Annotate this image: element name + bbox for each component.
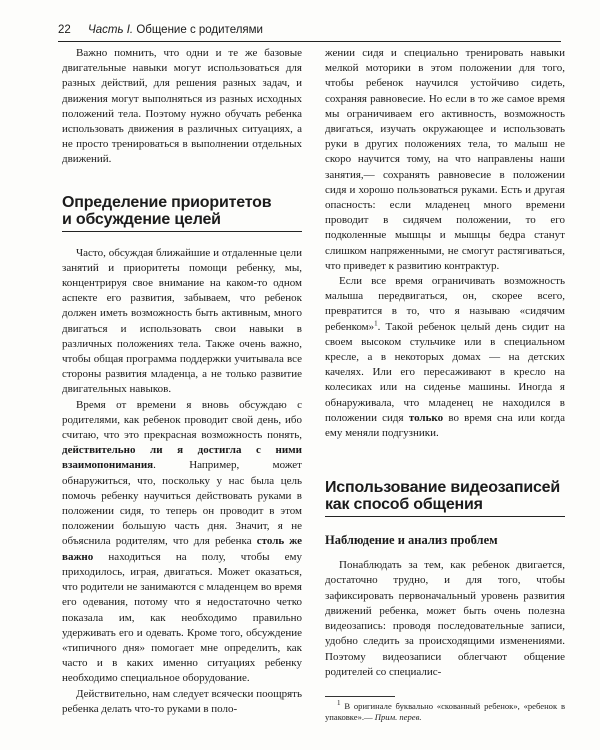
heading-line: как способ общения: [325, 496, 483, 514]
text-run: . Например, может обнаружиться, что, поскольку у нас была цель помочь ребенку научиться действовать руками в положении сидя, то теперь он проводит в этом положении большую часть дня. Значит, я не объяснила родителям, что для ребенка: [62, 459, 302, 548]
body-paragraph: жении сидя и специально тренировать навыки мелкой моторики в этом положении для того, чтобы ребенок научился устойчиво сидеть, сохраняя равновесие. Но если в то же самое время мы ограничиваем его активность, возможность двигаться, изучать окружающее и использовать руки в других положениях тела, то малыш не скоро научится тому, на что направлены наши занятия,— сохранять равновесие в положении сидя и хорошо пользоваться руками. Есть и другая опасность: если младенец много времени проводит в сидячем положении, то его подколенные мышцы и мышцы бедра станут слишком напряженными, не смогут растягиваться, что приведет к развитию контрактур.: [325, 47, 565, 272]
translator-note: Прим. перев.: [374, 712, 422, 723]
right-column: [325, 46, 565, 724]
heading-line: Определение приоритетов: [62, 193, 272, 211]
footnote-number: 1: [337, 699, 341, 708]
emphasis: действительно ли я достигла с ними взаимопонимания: [62, 444, 302, 472]
section-heading-video: [325, 479, 565, 517]
page-number: 22: [58, 24, 71, 36]
body-paragraph: [325, 274, 565, 441]
emphasis: столь же важно: [62, 535, 303, 563]
footnote-text: В оригинале буквально «скованный ребенок», «ребенок в упаковке».—: [325, 700, 565, 723]
text-run: Если все время ограничивать возможность малыша передвигаться, он, скорее всего, превратится в то, что я называю «сидячим ребенком»: [325, 275, 565, 333]
section-heading-priorities: [62, 194, 302, 232]
part-title: Общение с родителями: [136, 24, 263, 36]
text-run: . Такой ребенок целый день сидит на своем высоком стульчике или в специальном кресле, а в некоторых домах — на детских качелях. Или его пересаживают в кресло на колесиках или на сиденье машины. Иногда я обнаруживала, что младенец не находился в положении сидя: [325, 320, 565, 424]
intro-paragraph: Важно помнить, что одни и те же базовые двигательные навыки могут использоваться для разных действий, для решения разных задач, и движения могут выполняться из разных исходных положений тела. Поэтому нужно обучать ребенка использовать движения в различных ситуациях, а не просто тренироваться в выполнении отдельных движений.: [62, 47, 302, 166]
running-header: [58, 20, 563, 40]
text-run: находиться на полу, чтобы ему приходилось, играя, двигаться. Может оказаться, что родители не занимаются с младенцем во время его одевания, потому что я недостаточно четко показала им, как необходимо правильно удерживать его и одевать. Кроме того, обсуждение «типичного дня» помогает мне определить, как часто и в каких именно ситуациях ребенку необходимо специальное оборудование.: [62, 550, 302, 685]
footnote-rule: [325, 696, 395, 697]
heading-line: Использование видеозаписей: [325, 479, 560, 497]
subheading: Наблюдение и анализ проблем: [325, 533, 498, 548]
header-rule: [58, 41, 561, 42]
body-paragraph: Часто, обсуждая ближайшие и отдаленные цели занятий и приоритеты помощи ребенку, мы, концентрируя свое внимание на каком-то одном аспекте его развития, забываем, что ребенок должен иметь возможность быть активным, много двигаться и использовать свои навыки в различных положениях тела. Также очень важно, чтобы общая программа поддержки учитывала все стороны развития младенца, а не только развитие двигательных навыков.: [62, 246, 302, 396]
footnote-ref: 1: [374, 319, 378, 327]
body-paragraph: Понаблюдать за тем, как ребенок двигается, достаточно трудно, и для того, чтобы зафиксировать первоначальный уровень развития движений ребенка, может быть очень полезна видеозапись: проводя последовательные записи, удобно следить за происходящими изменениями. Поэтому видеозаписи облегчают общение родителей со специалис-: [325, 559, 565, 678]
heading-line: и обсуждение целей: [62, 210, 221, 228]
body-paragraph: Действительно, нам следует всячески поощрять ребенка делать что-то руками в поло-: [62, 687, 302, 715]
text-run: во время сна или когда ему меняли подгузники.: [325, 411, 566, 440]
part-label: Часть I.: [88, 24, 134, 36]
footnote: [325, 701, 565, 724]
body-paragraph: [62, 398, 302, 687]
emphasis: только: [408, 411, 444, 424]
running-title: [88, 24, 263, 36]
left-column: [62, 46, 302, 717]
text-run: Время от времени я вновь обсуждаю с родителями, как ребенок проводит свой день, ибо считаю, что это прекрасная возможность понять,: [62, 398, 302, 442]
